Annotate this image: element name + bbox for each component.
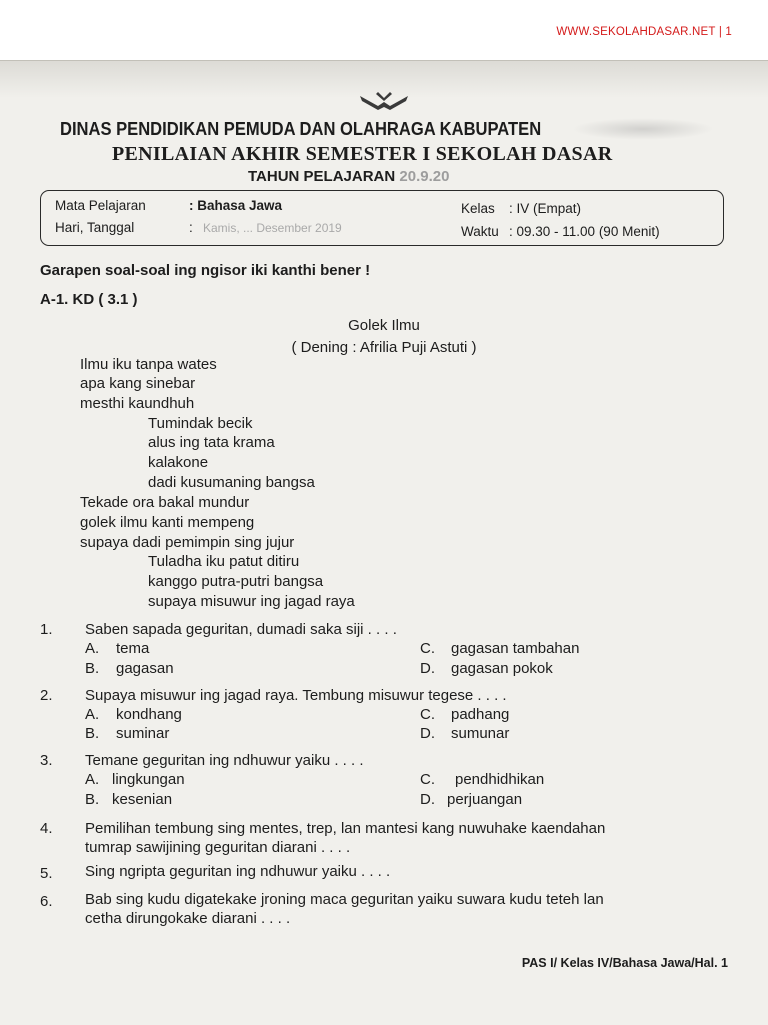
option-text: suminar — [116, 725, 170, 742]
class-label: Kelas — [461, 201, 495, 216]
page-footer: PAS I/ Kelas IV/Bahasa Jawa/Hal. 1 — [521, 956, 728, 970]
question-number: 6. — [40, 893, 53, 910]
subject-value: : Bahasa Jawa — [189, 198, 283, 213]
question-text-continued: cetha dirungokake diarani . . . . — [85, 910, 291, 927]
option-letter: A. — [85, 706, 100, 723]
question-number: 4. — [40, 820, 53, 837]
option-text: tema — [116, 640, 150, 657]
poem-author: ( Dening : Afrilia Puji Astuti ) — [291, 339, 477, 356]
header-academic-year — [248, 168, 449, 185]
time-value: : 09.30 - 11.00 (90 Menit) — [509, 224, 660, 239]
section-heading: A-1. KD ( 3.1 ) — [40, 291, 138, 308]
option-text: padhang — [451, 706, 510, 723]
option-text: gagasan pokok — [451, 660, 553, 677]
poem-title: Golek Ilmu — [348, 317, 420, 334]
option-text: pendhidhikan — [455, 771, 545, 788]
emblem-icon — [356, 90, 412, 112]
question-text: Bab sing kudu digatekake jroning maca geguritan yaiku suwara kudu teteh lan — [85, 891, 604, 908]
question-number: 1. — [40, 621, 53, 638]
option-letter: D. — [420, 725, 435, 742]
time-label: Waktu — [461, 224, 499, 239]
poem-line: Tuladha iku patut ditiru — [148, 553, 300, 570]
date-colon: : — [189, 220, 193, 235]
website-header: WWW.SEKOLAHDASAR.NET | 1 — [556, 26, 732, 38]
poem-line: dadi kusumaning bangsa — [148, 474, 315, 491]
option-letter: C. — [420, 640, 435, 657]
poem-line: apa kang sinebar — [80, 375, 196, 392]
option-letter: D. — [420, 660, 435, 677]
class-value: : IV (Empat) — [509, 201, 582, 216]
option-letter: C. — [420, 706, 435, 723]
poem-line: supaya dadi pemimpin sing jujur — [80, 534, 295, 551]
header-redaction — [572, 118, 714, 140]
poem-line: kalakone — [148, 454, 209, 471]
question-text-continued: tumrap sawijining geguritan diarani . . . . — [85, 839, 351, 856]
option-letter: B. — [85, 791, 100, 808]
option-text: kondhang — [116, 706, 182, 723]
instruction-text: Garapen soal-soal ing ngisor iki kanthi bener ! — [40, 262, 371, 279]
option-text: gagasan — [116, 660, 174, 677]
question-number: 2. — [40, 687, 53, 704]
option-text: lingkungan — [112, 771, 185, 788]
poem-line: alus ing tata krama — [148, 434, 275, 451]
question-text: Pemilihan tembung sing mentes, trep, lan mantesi kang nuwuhake kaendahan — [85, 820, 606, 837]
option-text: perjuangan — [447, 791, 523, 808]
option-text: gagasan tambahan — [451, 640, 580, 657]
poem-line: Tekade ora bakal mundur — [80, 494, 250, 511]
exam-info-box — [40, 190, 724, 246]
academic-year-value: 20.9.20 — [399, 168, 450, 185]
option-text: sumunar — [451, 725, 510, 742]
question-text: Supaya misuwur ing jagad raya. Tembung misuwur tegese . . . . — [85, 687, 507, 704]
header-agency: DINAS PENDIDIKAN PEMUDA DAN OLAHRAGA KABUPATEN — [60, 119, 542, 139]
question-text: Sing ngripta geguritan ing ndhuwur yaiku . . . . — [85, 863, 391, 880]
option-letter: A. — [85, 640, 100, 657]
poem-line: Tumindak becik — [148, 415, 253, 432]
option-letter: A. — [85, 771, 100, 788]
poem-line: kanggo putra-putri bangsa — [148, 573, 324, 590]
question-text: Saben sapada geguritan, dumadi saka siji . . . . — [85, 621, 397, 638]
header-exam-title: PENILAIAN AKHIR SEMESTER I SEKOLAH DASAR — [112, 143, 613, 165]
subject-label: Mata Pelajaran — [55, 198, 146, 213]
option-text: kesenian — [112, 791, 173, 808]
poem-line: golek ilmu kanti mempeng — [80, 514, 255, 531]
option-letter: B. — [85, 660, 100, 677]
date-label: Hari, Tanggal — [55, 220, 135, 235]
question-number: 5. — [40, 865, 53, 882]
poem-line: supaya misuwur ing jagad raya — [148, 593, 355, 610]
question-number: 3. — [40, 752, 53, 769]
question-text: Temane geguritan ing ndhuwur yaiku . . . . — [85, 752, 364, 769]
option-letter: C. — [420, 771, 435, 788]
date-value-faded: Kamis, ... Desember 2019 — [203, 221, 342, 235]
academic-year-label: TAHUN PELAJARAN — [248, 168, 396, 185]
poem-line: mesthi kaundhuh — [80, 395, 195, 412]
option-letter: D. — [420, 791, 435, 808]
poem-line: Ilmu iku tanpa wates — [80, 356, 217, 373]
option-letter: B. — [85, 725, 100, 742]
